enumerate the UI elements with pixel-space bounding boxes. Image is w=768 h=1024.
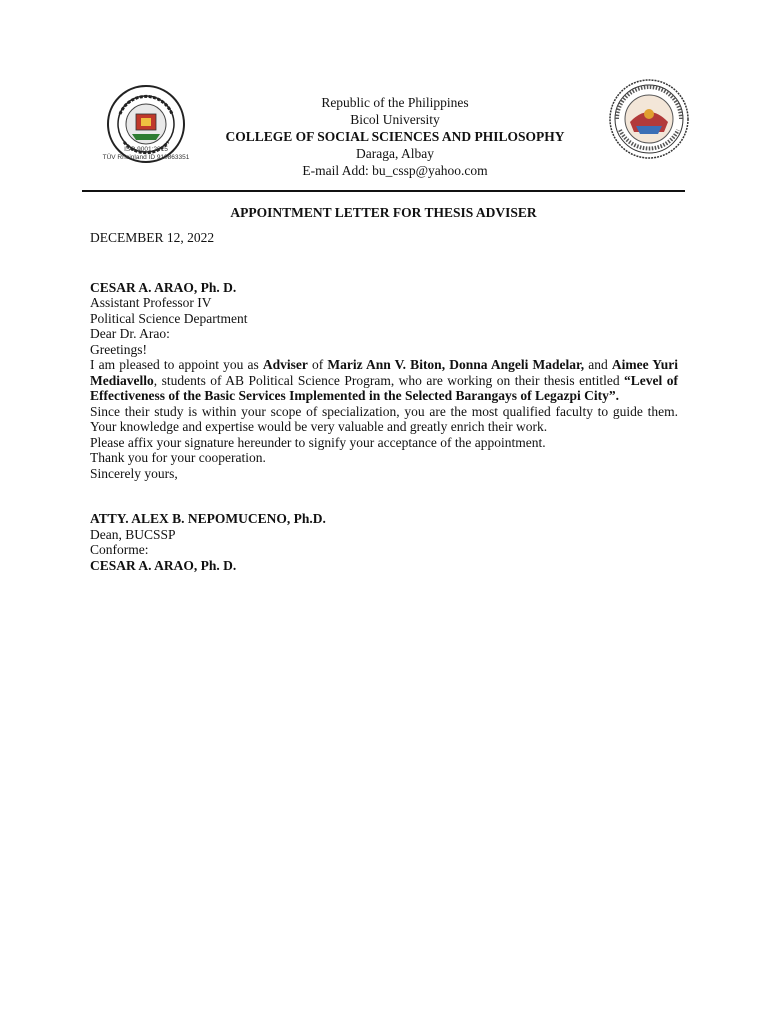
letter-title: APPOINTMENT LETTER FOR THESIS ADVISER bbox=[230, 205, 537, 220]
p1-text-b: , students of AB Political Science Program, who are working on their thesis entitled bbox=[153, 372, 625, 388]
letterhead-university: Bicol University bbox=[350, 112, 440, 127]
closing: Sincerely yours, bbox=[90, 465, 178, 481]
paragraph-appointment bbox=[90, 357, 678, 404]
signer-title: Dean, BUCSSP bbox=[90, 526, 176, 542]
paragraph-signature-request: Please affix your signature hereunder to signify your acceptance of the appointment. bbox=[90, 434, 546, 450]
letterhead-republic: Republic of the Philippines bbox=[321, 95, 469, 110]
p1-students: Mariz Ann V. Biton, Donna Angeli Madelar, bbox=[327, 357, 585, 372]
recipient-title: Assistant Professor IV bbox=[90, 295, 212, 310]
letterhead bbox=[150, 94, 640, 179]
recipient-name: CESAR A. ARAO, Ph. D. bbox=[90, 279, 237, 295]
recipient-block bbox=[90, 280, 678, 327]
letterhead-email: E-mail Add: bu_cssp@yahoo.com bbox=[302, 163, 488, 178]
iso-line-2: TÜV Rheinland ID 910863351 bbox=[102, 153, 190, 161]
p1-and: and bbox=[584, 357, 612, 372]
letter-date: DECEMBER 12, 2022 bbox=[90, 230, 215, 245]
header-divider bbox=[82, 190, 685, 192]
salutation: Dear Dr. Arao: bbox=[90, 326, 170, 341]
recipient-department: Political Science Department bbox=[90, 310, 248, 326]
signer-name: ATTY. ALEX B. NEPOMUCENO, Ph.D. bbox=[90, 511, 326, 526]
p1-adviser: Adviser bbox=[262, 357, 308, 372]
p1-student-3: Aimee Yuri Mediavello bbox=[90, 357, 678, 388]
p1-text-a: I am pleased to appoint you as bbox=[90, 357, 263, 372]
paragraph-thanks: Thank you for your cooperation. bbox=[90, 450, 266, 465]
paragraph-qualification: Since their study is within your scope of specialization, you are the most qualified faculty to guide them. Your knowledge and expertise would be very valuable and greatly enrich their work. bbox=[90, 403, 678, 434]
signer-block bbox=[90, 511, 678, 542]
iso-line-1: ISO 9001:2015 bbox=[124, 146, 168, 153]
p1-thesis-title: “Level of Effectiveness of the Basic Services Implemented in the Selected Barangays of Legazpi City”. bbox=[90, 372, 678, 403]
letter-body bbox=[90, 230, 678, 573]
conforme-label: Conforme: bbox=[90, 542, 149, 557]
p1-of: of bbox=[307, 357, 328, 372]
letterhead-college: COLLEGE OF SOCIAL SCIENCES AND PHILOSOPHY bbox=[225, 129, 565, 144]
greeting: Greetings! bbox=[90, 341, 147, 357]
letterhead-address: Daraga, Albay bbox=[356, 146, 434, 161]
conforme-name: CESAR A. ARAO, Ph. D. bbox=[90, 557, 237, 573]
